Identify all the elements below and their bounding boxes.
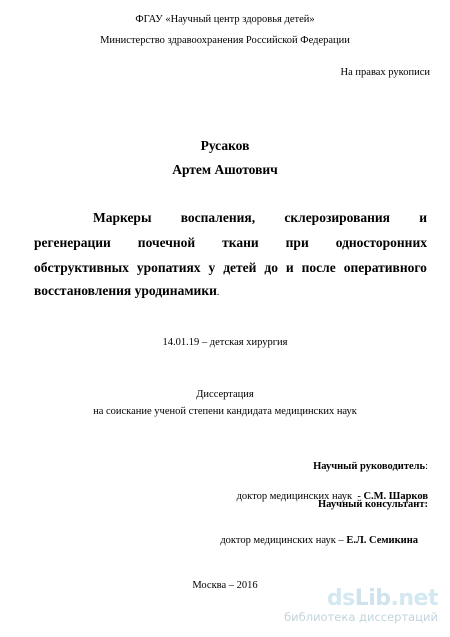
title-word: оперативного: [343, 260, 427, 275]
title-period: .: [216, 287, 220, 298]
title-word: регенерации: [34, 235, 111, 250]
title-word: обструктивных: [34, 260, 129, 275]
title-line-2: [34, 235, 427, 251]
title-word: и: [419, 210, 427, 225]
city-year: Москва – 2016: [192, 580, 258, 591]
title-word: односторонних: [335, 235, 427, 250]
author-name: Артем Ашотович: [172, 162, 278, 177]
title-line-1: [93, 210, 427, 226]
supervisor-degree: доктор медицинских наук -: [236, 491, 364, 502]
rights-note: На правах рукописи: [340, 67, 430, 78]
logo-ds: ds: [326, 586, 355, 611]
degree-line: на соискание ученой степени кандидата медицинских наук: [93, 406, 357, 417]
consultant-degree: доктор медицинских наук –: [220, 535, 347, 546]
title-word: склерозирования: [284, 210, 390, 225]
consultant-title: Научный консультант:: [318, 499, 428, 510]
title-line-4: [34, 283, 427, 299]
title-word: до: [264, 260, 278, 275]
specialty-line: 14.01.19 – детская хирургия: [162, 337, 288, 348]
title-text: восстановления уродинамики: [34, 283, 217, 298]
title-word: после: [301, 260, 336, 275]
dissertation-type: Диссертация: [196, 389, 254, 400]
watermark-logo: [284, 588, 438, 610]
title-word: у: [208, 260, 216, 275]
title-word: Маркеры: [93, 210, 152, 225]
consultant-name: Е.Л. Семикина: [346, 535, 418, 546]
title-word: при: [285, 235, 309, 250]
logo-lib: Lib: [354, 586, 391, 611]
ministry-line: Министерство здравоохранения Российской Федерации: [100, 35, 350, 46]
watermark: [284, 588, 438, 624]
supervisor-name: С.М. Шарков: [363, 491, 428, 502]
title-word: ткани: [222, 235, 259, 250]
title-word: и: [285, 260, 294, 275]
title-line-3: [34, 260, 427, 276]
title-word: детей: [223, 260, 257, 275]
org-line: ФГАУ «Научный центр здоровья детей»: [135, 14, 315, 25]
supervisor-title: [313, 461, 428, 472]
title-word: почечной: [137, 235, 196, 250]
title-word: воспаления,: [180, 210, 256, 225]
logo-net: .net: [390, 586, 438, 611]
author-surname: Русаков: [200, 138, 250, 153]
supervisor-label: Научный руководитель: [313, 461, 426, 472]
supervisor-colon: :: [425, 461, 428, 472]
watermark-tagline: библиотека диссертаций: [284, 610, 438, 624]
title-word: уропатиях: [136, 260, 201, 275]
consultant-line: [215, 524, 418, 546]
